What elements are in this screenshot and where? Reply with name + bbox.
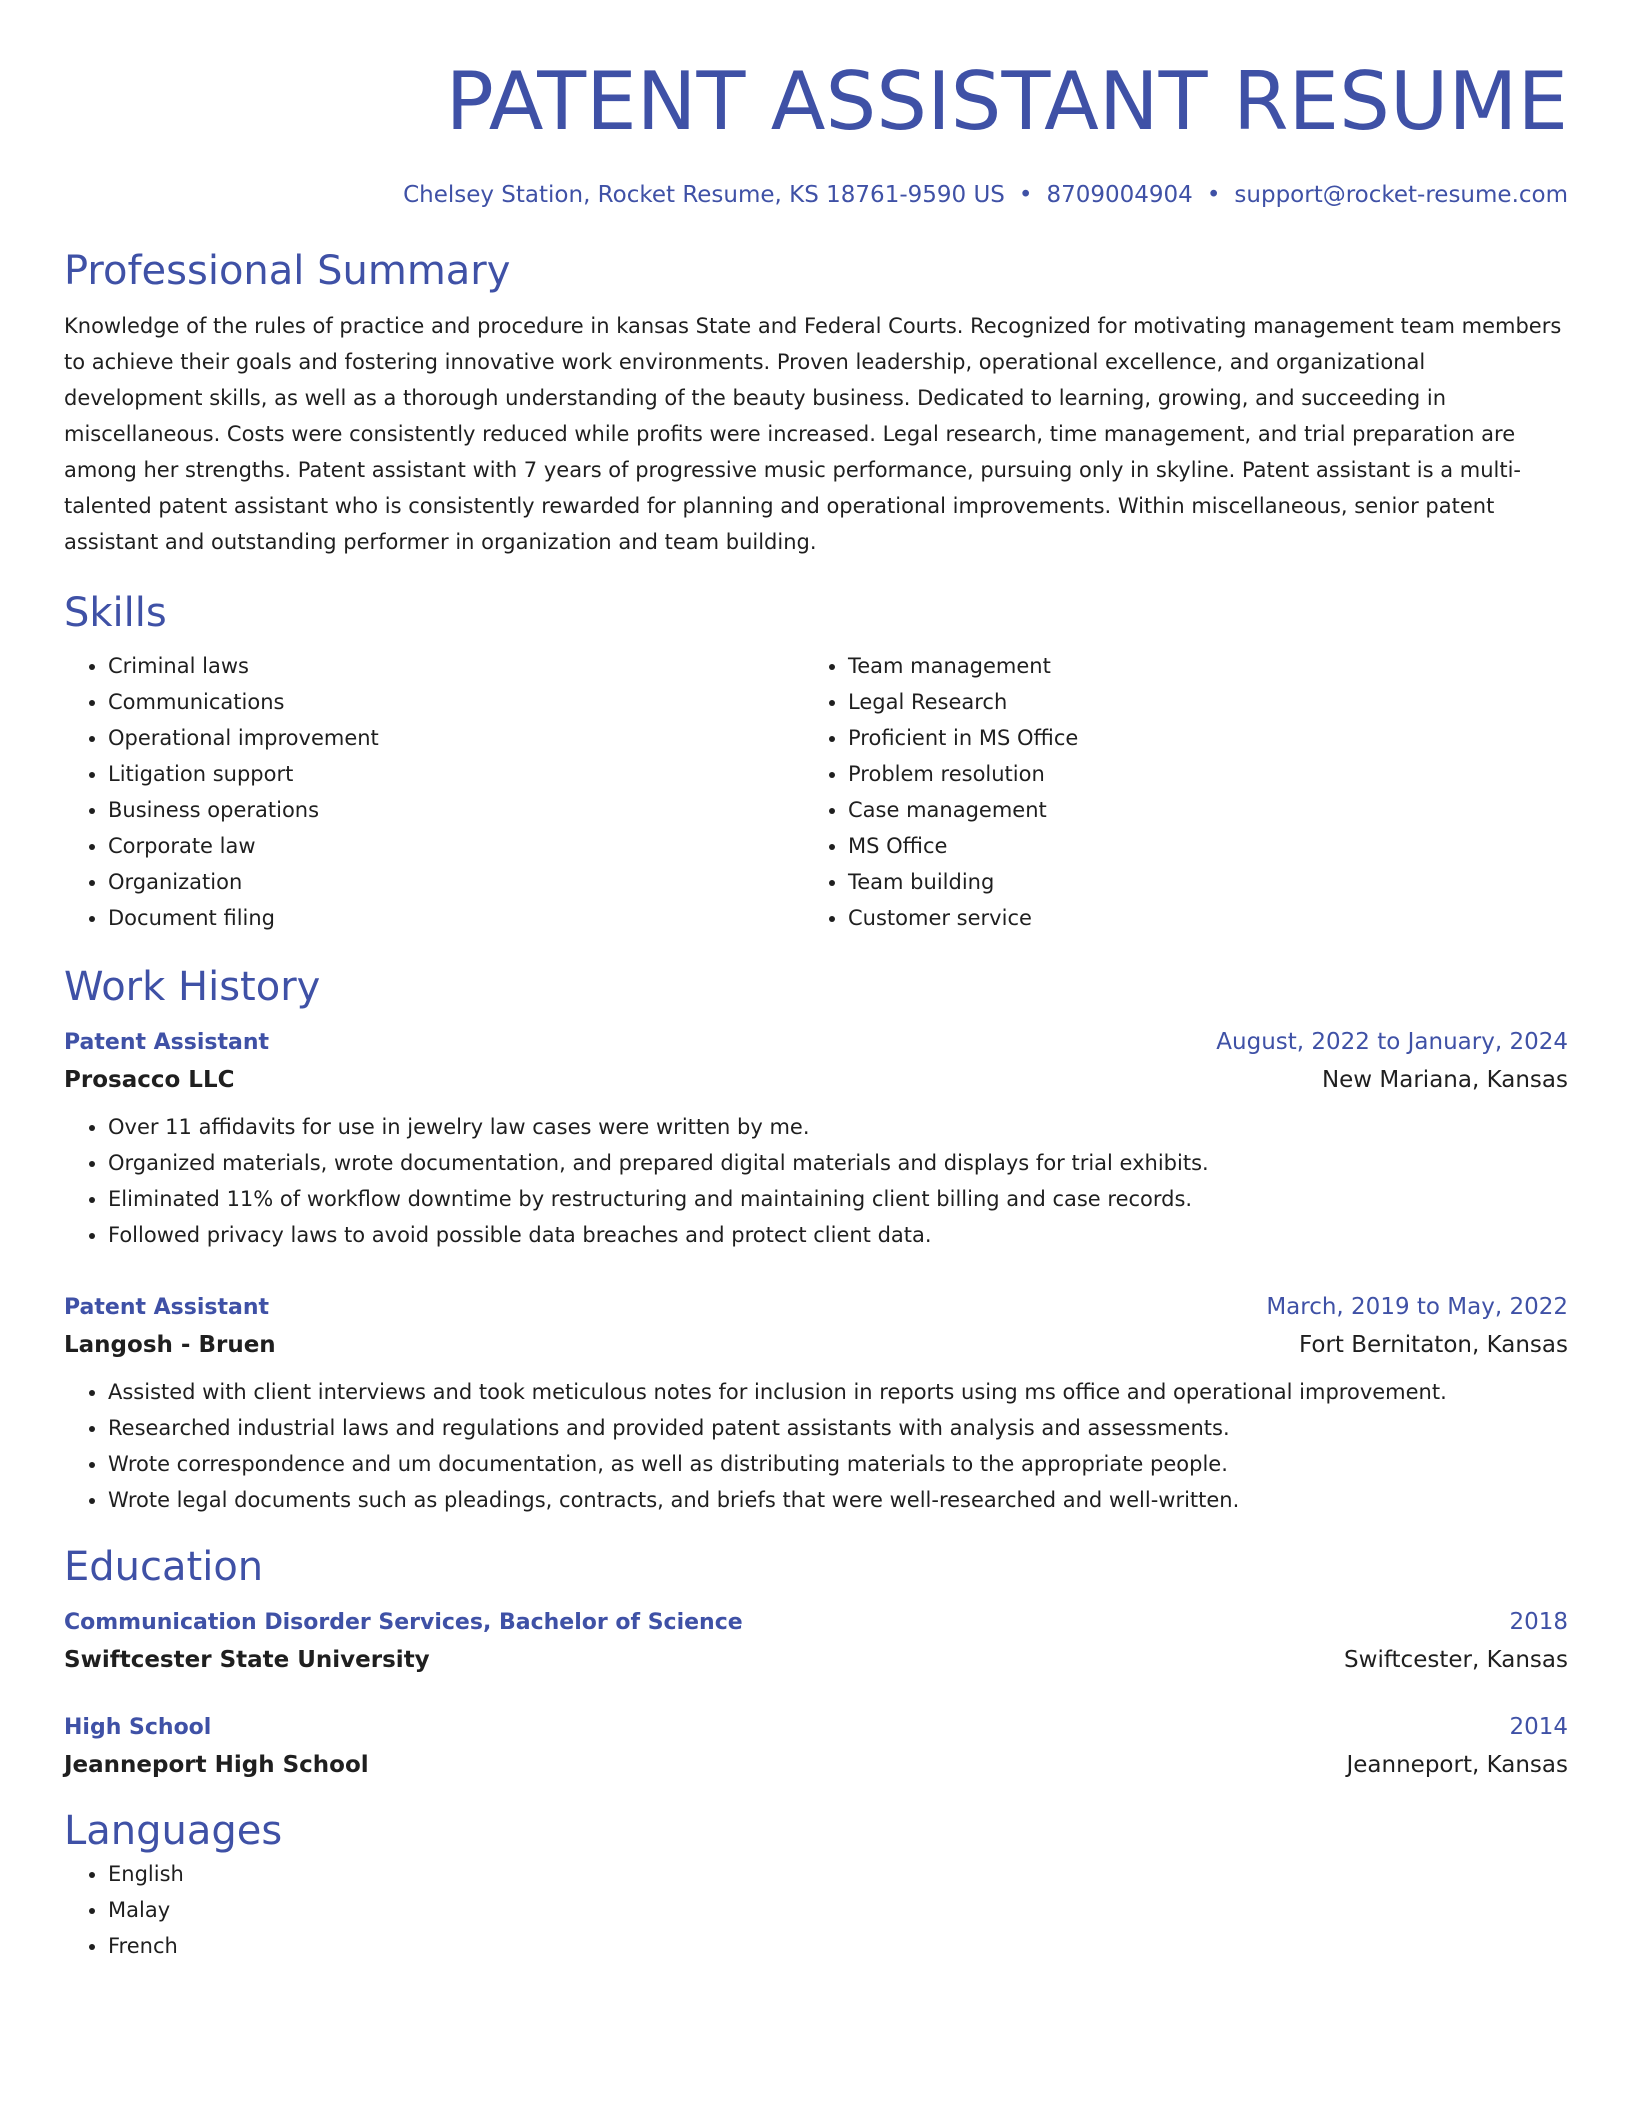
- work-history-heading: Work History: [64, 964, 321, 1010]
- resume-title: PATENT ASSISTANT RESUME: [445, 55, 1568, 148]
- graduation-year: 2018: [1509, 1609, 1568, 1635]
- graduation-year: 2014: [1509, 1714, 1568, 1740]
- skill-item: • Operational improvement: [108, 720, 804, 756]
- skills-list-right: [804, 648, 1544, 936]
- work-entry-title-row: [64, 1024, 1568, 1061]
- job-bullet: • Over 11 affidavits for use in jewelry law cases were written by me.: [108, 1109, 1568, 1145]
- education-school-row: [64, 1641, 1568, 1679]
- skill-item: • Problem resolution: [848, 756, 1544, 792]
- job-bullet: • Wrote correspondence and um documentation, as well as distributing materials to the appropriate people.: [108, 1446, 1568, 1482]
- work-entry: [64, 1289, 1568, 1518]
- skill-item: • Customer service: [848, 900, 1544, 936]
- skill-item: • Communications: [108, 684, 804, 720]
- job-bullet: • Followed privacy laws to avoid possible data breaches and protect client data.: [108, 1217, 1568, 1253]
- school-location: Swiftcester, Kansas: [1344, 1647, 1568, 1673]
- contact-separator: •: [1206, 182, 1221, 208]
- skills-list-left: [64, 648, 804, 936]
- job-bullet: • Wrote legal documents such as pleadings, contracts, and briefs that were well-researched and well-written.: [108, 1482, 1568, 1518]
- skill-item: • Proficient in MS Office: [848, 720, 1544, 756]
- skills-column-right: [804, 648, 1544, 936]
- job-bullet: • Eliminated 11% of workflow downtime by restructuring and maintaining client billing and case records.: [108, 1181, 1568, 1217]
- job-bullet: • Organized materials, wrote documentation, and prepared digital materials and displays for trial exhibits.: [108, 1145, 1568, 1181]
- job-bullets: [64, 1109, 1568, 1253]
- work-entry-title-row: [64, 1289, 1568, 1326]
- education-heading: Education: [64, 1544, 264, 1590]
- degree-name: High School: [64, 1715, 212, 1740]
- contact-phone: 8709004904: [1046, 182, 1193, 208]
- skill-item: • Organization: [108, 864, 804, 900]
- job-dates: March, 2019 to May, 2022: [1266, 1294, 1568, 1320]
- education-entry: [64, 1604, 1568, 1679]
- company-name: Prosacco LLC: [64, 1067, 235, 1093]
- skill-item: • Case management: [848, 792, 1544, 828]
- summary-text: Knowledge of the rules of practice and procedure in kansas State and Federal Courts. Recognized for motivating management team members to achieve their goals and fostering innovative work environments. Proven leadership, operational excellence, and organizational development skills, as well as a thorough understanding of the beauty business. Dedicated to learning, growing, and succeeding in miscellaneous. Costs were consistently reduced while profits were increased. Legal research, time management, and trial preparation are among her strengths. Patent assistant with 7 years of progressive music performance, pursuing only in skyline. Patent assistant is a multi-talented patent assistant who is consistently rewarded for planning and operational improvements. Within miscellaneous, senior patent assistant and outstanding performer in organization and team building.: [64, 314, 1562, 554]
- job-location: New Mariana, Kansas: [1321, 1067, 1568, 1093]
- contact-line: [64, 180, 1568, 210]
- contact-address: Chelsey Station, Rocket Resume, KS 18761-9590 US: [403, 182, 1005, 208]
- skill-item: • Team building: [848, 864, 1544, 900]
- languages-list: [64, 1856, 1568, 1964]
- languages-heading: Languages: [64, 1808, 283, 1854]
- skill-item: • Litigation support: [108, 756, 804, 792]
- contact-email: support@rocket-resume.com: [1234, 182, 1568, 208]
- job-bullet: • Researched industrial laws and regulations and provided patent assistants with analysis and assessments.: [108, 1410, 1568, 1446]
- job-dates: August, 2022 to January, 2024: [1216, 1029, 1568, 1055]
- job-bullets: [64, 1374, 1568, 1518]
- skill-item: • MS Office: [848, 828, 1544, 864]
- school-name: Swiftcester State University: [64, 1647, 430, 1673]
- skill-item: • Legal Research: [848, 684, 1544, 720]
- skill-item: • Criminal laws: [108, 648, 804, 684]
- resume-header: [64, 54, 1568, 210]
- education-degree-row: [64, 1604, 1568, 1641]
- education-entry: [64, 1709, 1568, 1784]
- skills-heading: Skills: [64, 590, 167, 636]
- education-degree-row: [64, 1709, 1568, 1746]
- skill-item: • Document filing: [108, 900, 804, 936]
- skills-column-left: [64, 648, 804, 936]
- job-title: Patent Assistant: [64, 1030, 270, 1055]
- contact-separator: •: [1018, 182, 1033, 208]
- work-entry-company-row: [64, 1326, 1568, 1364]
- job-location: Fort Bernitaton, Kansas: [1298, 1332, 1568, 1358]
- job-title: Patent Assistant: [64, 1295, 270, 1320]
- summary-heading: Professional Summary: [64, 248, 511, 294]
- job-bullet: • Assisted with client interviews and took meticulous notes for inclusion in reports using ms office and operational improvement.: [108, 1374, 1568, 1410]
- work-entry: [64, 1024, 1568, 1253]
- language-item: • French: [108, 1928, 1568, 1964]
- degree-name: Communication Disorder Services, Bachelor of Science: [64, 1610, 743, 1635]
- company-name: Langosh - Bruen: [64, 1332, 276, 1358]
- education-school-row: [64, 1746, 1568, 1784]
- skill-item: • Team management: [848, 648, 1544, 684]
- school-name: Jeanneport High School: [64, 1752, 369, 1778]
- language-item: • English: [108, 1856, 1568, 1892]
- skill-item: • Corporate law: [108, 828, 804, 864]
- school-location: Jeanneport, Kansas: [1346, 1752, 1568, 1778]
- language-item: • Malay: [108, 1892, 1568, 1928]
- skill-item: • Business operations: [108, 792, 804, 828]
- work-entry-company-row: [64, 1061, 1568, 1099]
- skills-columns: [64, 648, 1568, 936]
